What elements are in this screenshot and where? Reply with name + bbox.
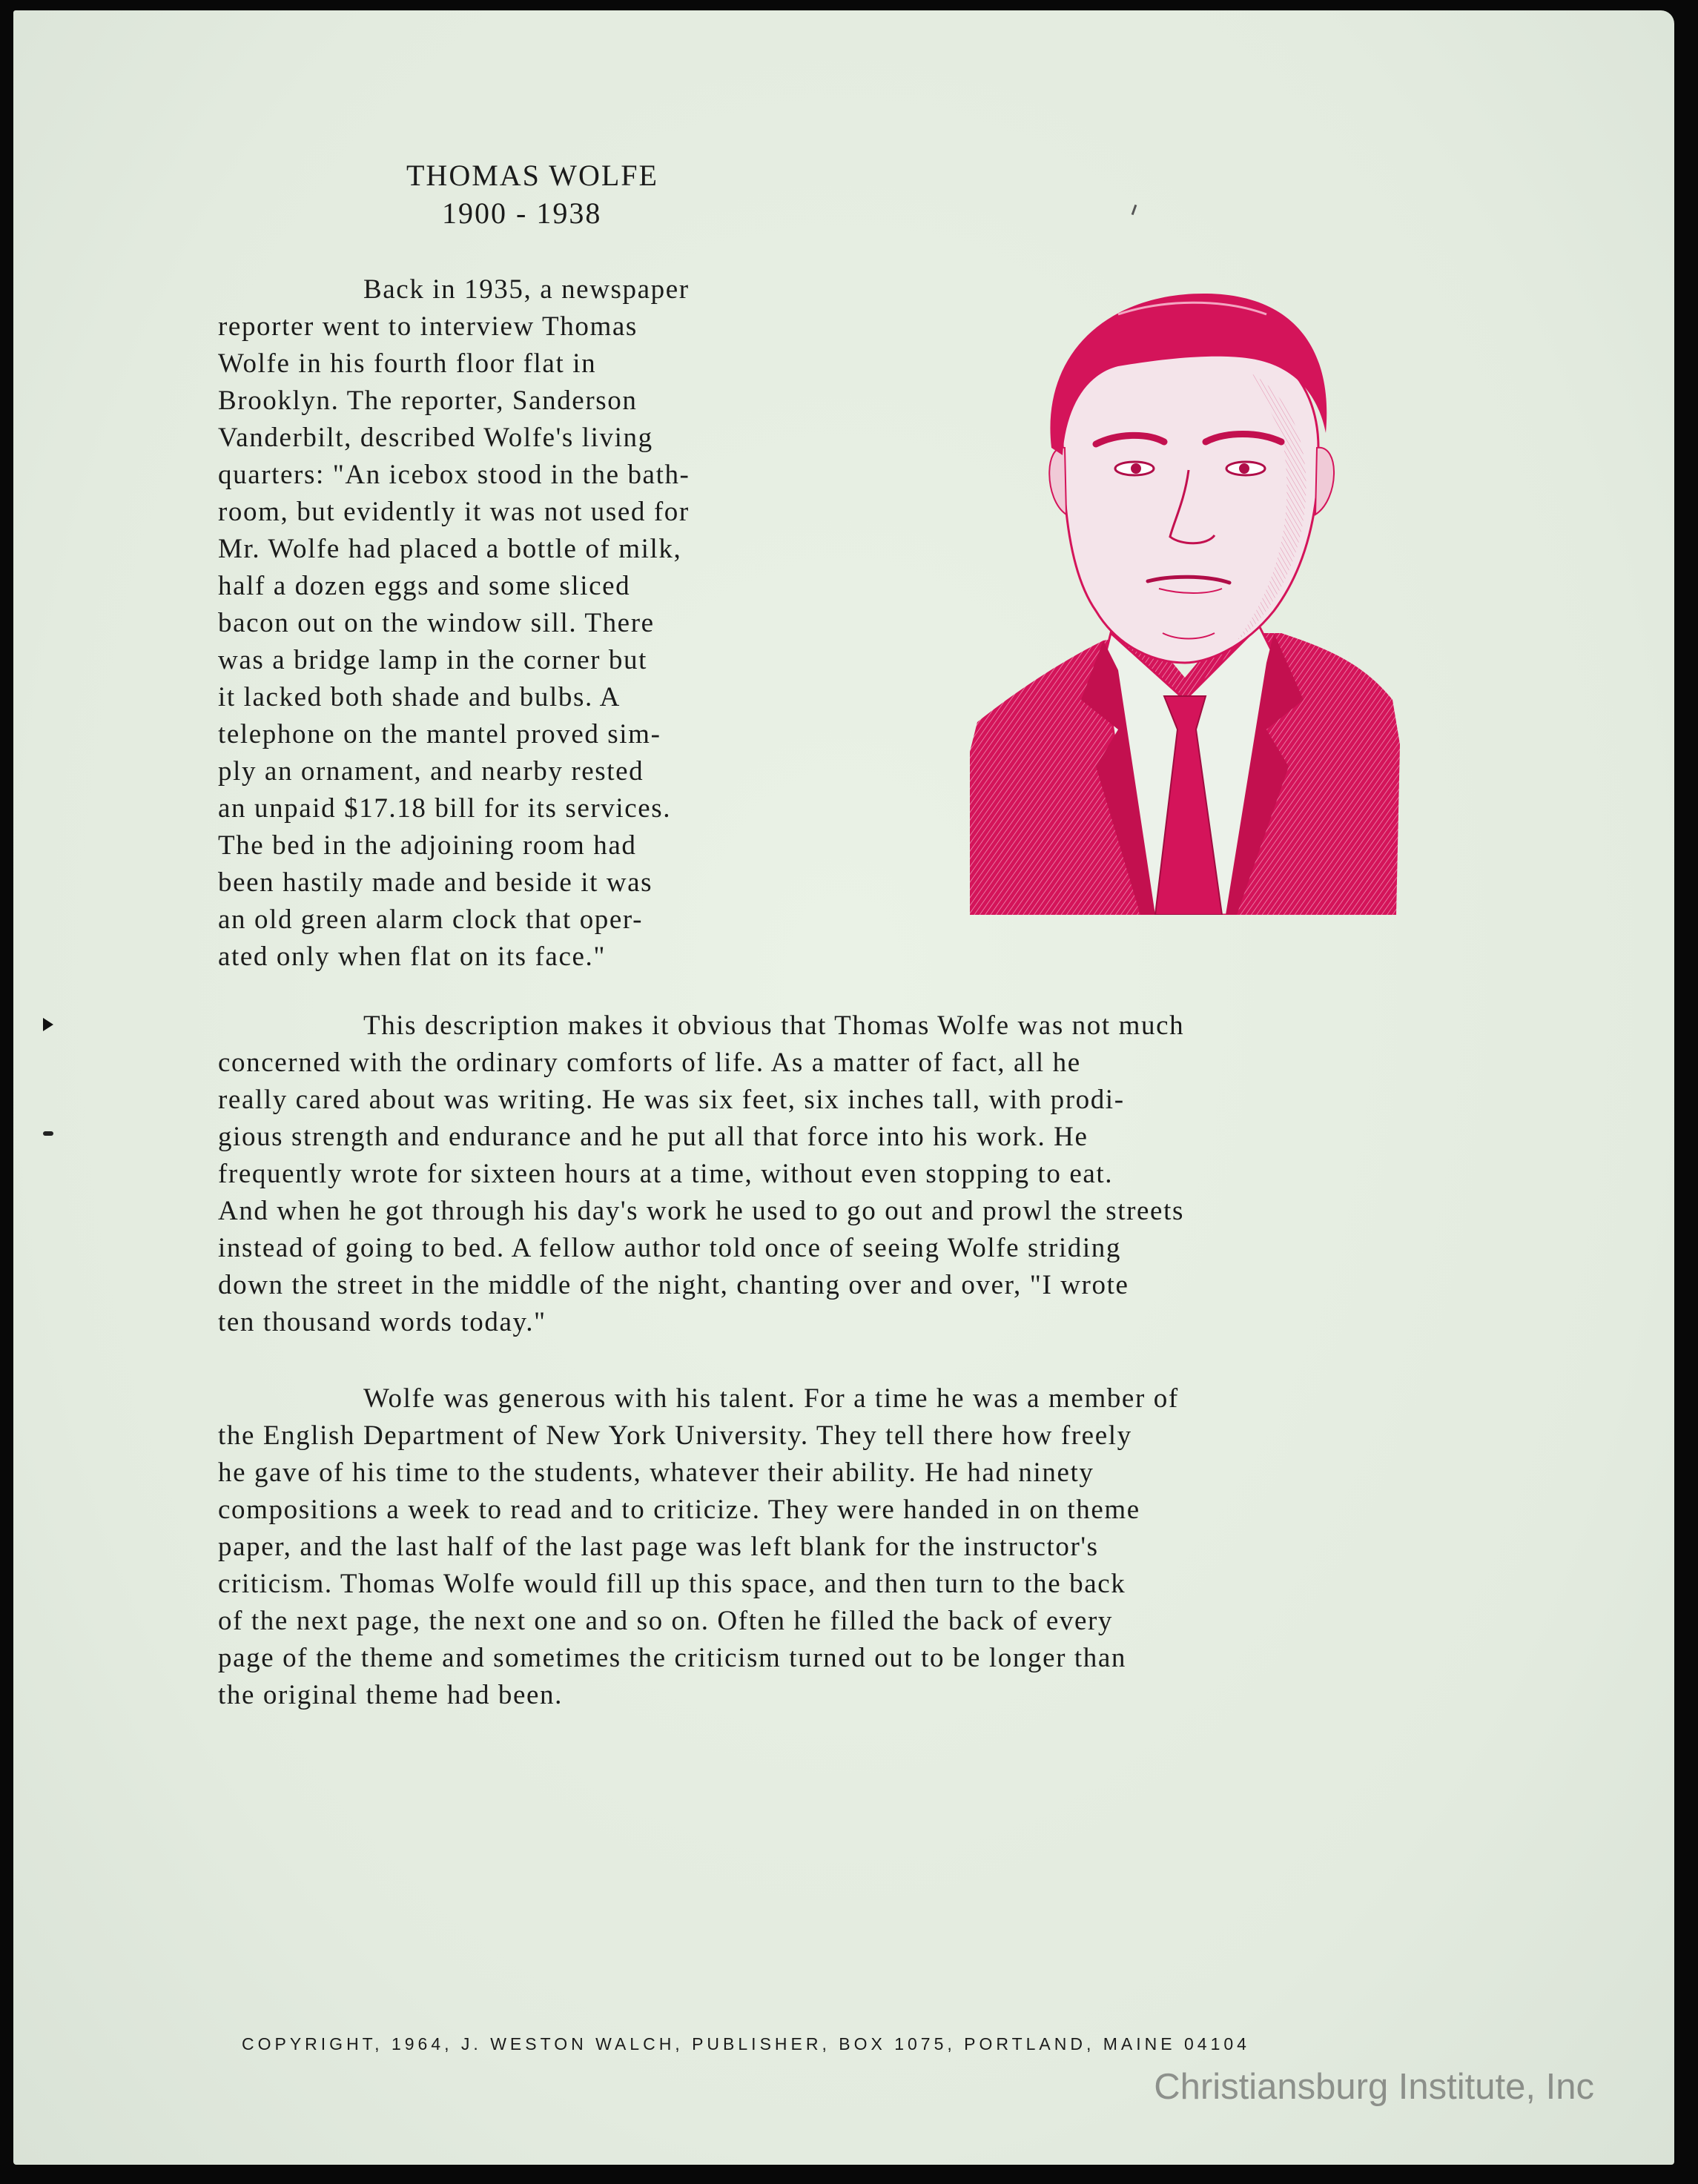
life-years: 1900 - 1938: [442, 196, 602, 230]
text-line: Mr. Wolfe had placed a bottle of milk,: [218, 534, 682, 564]
text-line: This description makes it obvious that Thomas Wolfe was not much: [363, 1010, 1185, 1041]
text-line: telephone on the mantel proved sim-: [218, 719, 661, 749]
binder-hole-mark: [43, 1018, 53, 1031]
text-line: it lacked both shade and bulbs. A: [218, 682, 621, 712]
archive-watermark: Christiansburg Institute, Inc: [1154, 2067, 1594, 2107]
text-line: gious strength and endurance and he put all that force into his work. He: [218, 1122, 1088, 1152]
text-line: of the next page, the next one and so on. Often he filled the back of every: [218, 1606, 1114, 1636]
text-line: Back in 1935, a newspaper: [363, 274, 690, 305]
text-line: reporter went to interview Thomas: [218, 311, 638, 342]
text-line: compositions a week to read and to criticize. They were handed in on theme: [218, 1495, 1140, 1525]
text-line: been hastily made and beside it was: [218, 867, 653, 898]
text-line: criticism. Thomas Wolfe would fill up this space, and then turn to the back: [218, 1569, 1126, 1599]
text-line: half a dozen eggs and some sliced: [218, 571, 631, 601]
text-line: bacon out on the window sill. There: [218, 608, 655, 638]
text-line: Wolfe in his fourth floor flat in: [218, 348, 597, 379]
text-line: room, but evidently it was not used for: [218, 497, 690, 527]
page-title: THOMAS WOLFE: [406, 159, 658, 192]
text-line: The bed in the adjoining room had: [218, 830, 637, 861]
text-line: was a bridge lamp in the corner but: [218, 645, 647, 675]
text-line: the original theme had been.: [218, 1680, 564, 1710]
text-line: quarters: "An icebox stood in the bath-: [218, 460, 690, 490]
text-line: instead of going to bed. A fellow author told once of seeing Wolfe striding: [218, 1233, 1121, 1263]
paragraph-work-habits: [218, 1007, 1538, 1341]
text-line: down the street in the middle of the night, chanting over and over, "I wrote: [218, 1270, 1129, 1300]
paragraph-teaching: [218, 1380, 1538, 1714]
text-line: paper, and the last half of the last page was left blank for the instructor's: [218, 1532, 1099, 1562]
text-line: concerned with the ordinary comforts of life. As a matter of fact, all he: [218, 1048, 1081, 1078]
text-line: he gave of his time to the students, whatever their ability. He had ninety: [218, 1457, 1094, 1488]
portrait-illustration: [970, 285, 1400, 915]
text-line: ten thousand words today.": [218, 1307, 546, 1337]
text-line: Vanderbilt, described Wolfe's living: [218, 423, 653, 453]
text-line: really cared about was writing. He was six feet, six inches tall, with prodi-: [218, 1085, 1125, 1115]
text-line: ated only when flat on its face.": [218, 942, 607, 972]
text-line: ply an ornament, and nearby rested: [218, 756, 644, 787]
binder-hole-mark: [43, 1131, 53, 1136]
text-line: Wolfe was generous with his talent. For a time he was a member of: [363, 1383, 1179, 1414]
text-line: Brooklyn. The reporter, Sanderson: [218, 385, 638, 416]
text-line: an unpaid $17.18 bill for its services.: [218, 793, 672, 824]
text-line: the English Department of New York University. They tell there how freely: [218, 1420, 1132, 1451]
text-line: an old green alarm clock that oper-: [218, 904, 644, 935]
copyright-notice: COPYRIGHT, 1964, J. WESTON WALCH, PUBLISHER, BOX 1075, PORTLAND, MAINE 04104: [242, 2034, 1250, 2054]
stray-mark: [1132, 205, 1137, 215]
text-line: frequently wrote for sixteen hours at a time, without even stopping to eat.: [218, 1159, 1114, 1189]
text-line: page of the theme and sometimes the criticism turned out to be longer than: [218, 1643, 1127, 1673]
intro-paragraph: [218, 271, 885, 976]
text-line: And when he got through his day's work he used to go out and prowl the streets: [218, 1196, 1184, 1226]
document-page: [13, 10, 1674, 2165]
